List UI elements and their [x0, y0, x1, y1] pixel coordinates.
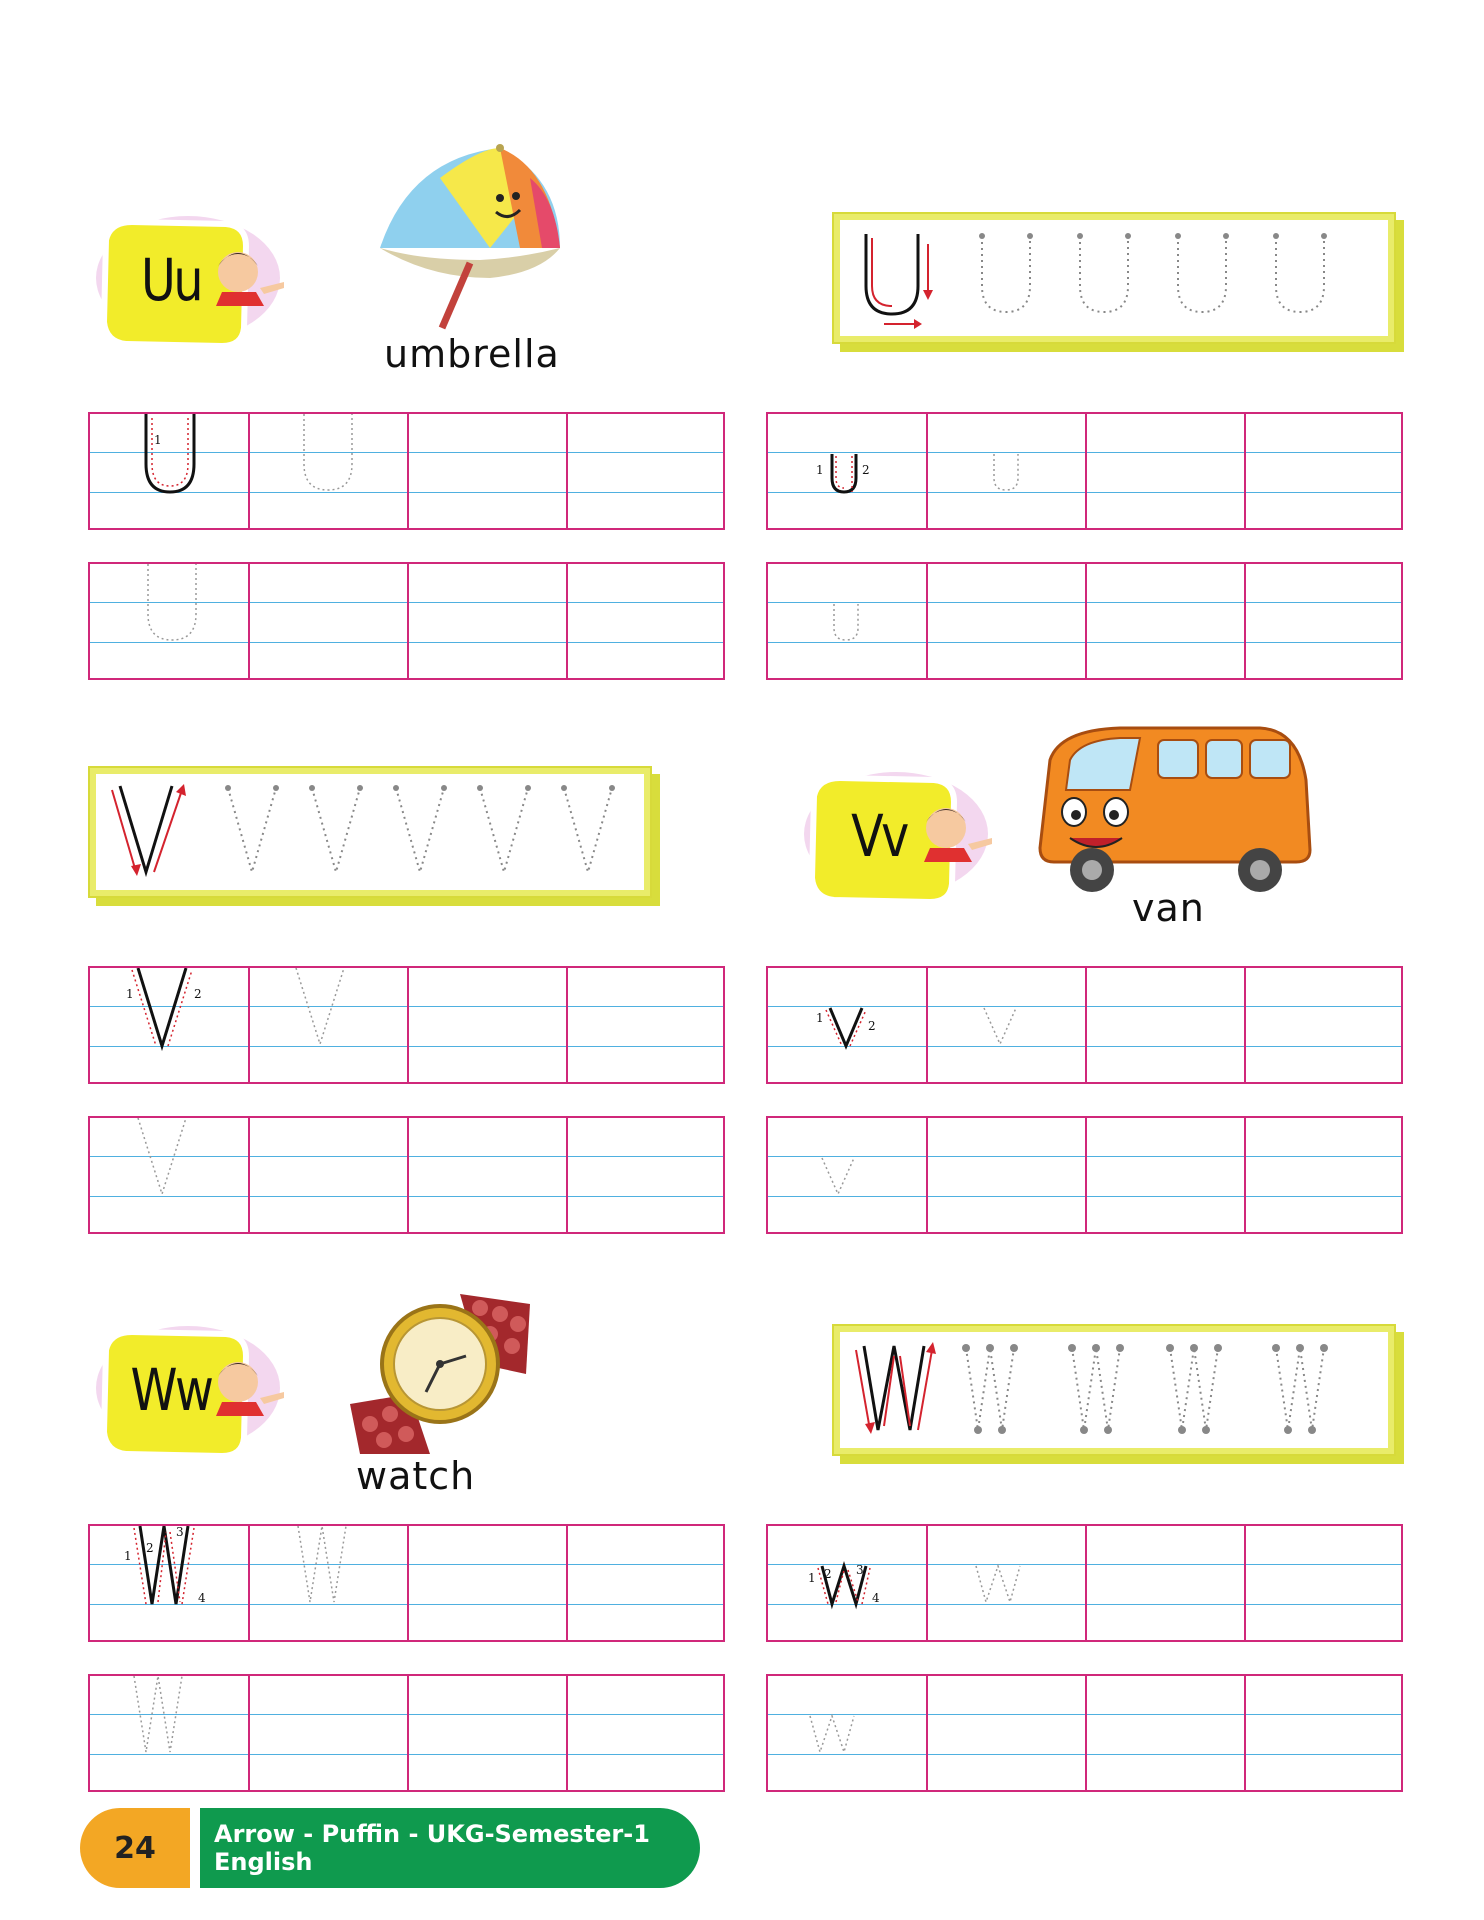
word-umbrella: umbrella — [384, 332, 560, 376]
stroke-number: 3 — [176, 1526, 184, 1539]
stroke-number: 1 — [126, 987, 134, 1001]
writing-grid-lower-w-1[interactable] — [766, 1524, 1403, 1642]
tracing-banner-u — [832, 212, 1396, 344]
writing-grid-lower-w-2[interactable] — [766, 1674, 1403, 1792]
page-number: 24 — [80, 1808, 190, 1888]
stroke-number: 1 — [816, 1011, 824, 1025]
stroke-number: 2 — [824, 1567, 832, 1581]
letter-u-model — [866, 234, 933, 329]
stroke-number: 1 — [124, 1549, 132, 1563]
stroke-number: 4 — [198, 1591, 206, 1605]
letter-w-model — [856, 1342, 936, 1434]
writing-grid-upper-u-1[interactable] — [88, 412, 725, 530]
writing-grid-lower-u-1[interactable] — [766, 412, 1403, 530]
van-picture — [1030, 720, 1320, 900]
stroke-number: 2 — [146, 1541, 154, 1555]
writing-grid-upper-v-1[interactable] — [88, 966, 725, 1084]
tracing-banner-w — [832, 1324, 1396, 1456]
letter-badge-uu — [88, 210, 288, 350]
badge-letters: Uu — [140, 246, 202, 314]
writing-grid-lower-v-2[interactable] — [766, 1116, 1403, 1234]
writing-grid-upper-u-2[interactable] — [88, 562, 725, 680]
watch-picture — [340, 1284, 540, 1460]
footer-book-title: Arrow - Puffin - UKG-Semester-1 English — [200, 1808, 700, 1888]
tracing-banner-v — [88, 766, 652, 898]
letter-badge-ww — [88, 1320, 288, 1460]
umbrella-picture — [370, 138, 570, 338]
word-watch: watch — [356, 1454, 476, 1498]
badge-letters: Ww — [130, 1356, 212, 1424]
writing-grid-lower-u-2[interactable] — [766, 562, 1403, 680]
stroke-number: 4 — [872, 1591, 880, 1605]
letter-v-model — [112, 784, 186, 876]
writing-grid-upper-w-2[interactable] — [88, 1674, 725, 1792]
word-van: van — [1132, 886, 1205, 930]
stroke-number: 1 — [154, 433, 162, 447]
stroke-number: 1 — [808, 1571, 816, 1585]
stroke-number: 1 — [816, 463, 824, 477]
stroke-number: 2 — [862, 463, 870, 477]
badge-letters: Vv — [851, 802, 907, 870]
stroke-number: 2 — [868, 1019, 876, 1033]
writing-grid-lower-v-1[interactable] — [766, 966, 1403, 1084]
writing-grid-upper-v-2[interactable] — [88, 1116, 725, 1234]
writing-grid-upper-w-1[interactable] — [88, 1524, 725, 1642]
stroke-number: 3 — [856, 1563, 864, 1577]
stroke-number: 2 — [194, 987, 202, 1001]
letter-badge-vv — [796, 766, 996, 906]
